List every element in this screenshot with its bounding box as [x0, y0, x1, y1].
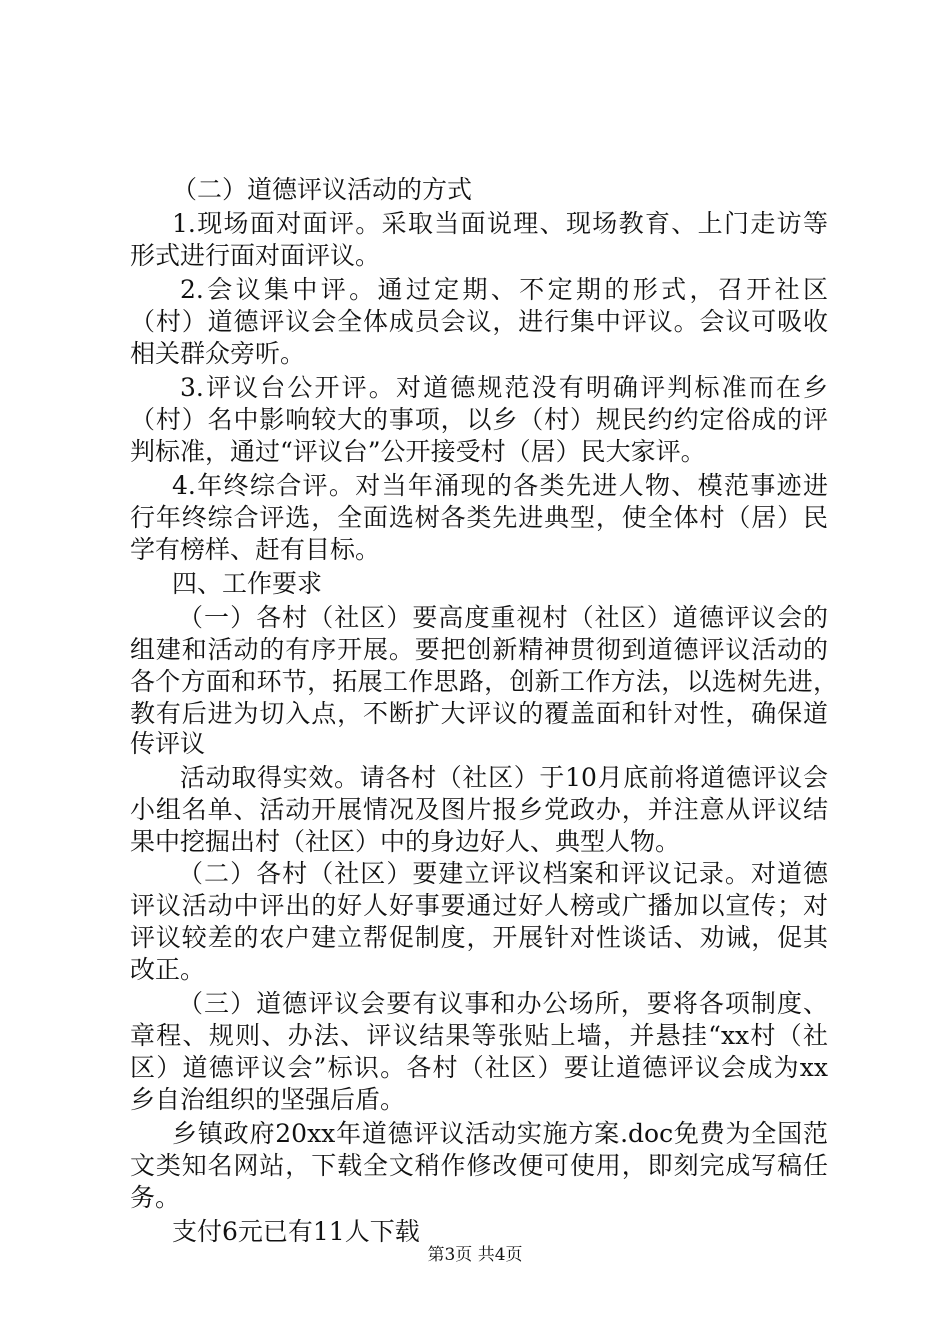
body-line: 果中挖掘出村（社区）中的身边好人、典型人物。 [130, 827, 681, 856]
body-line: （村）名中影响较大的事项，以乡（村）规民约约定俗成的评 [130, 405, 828, 434]
body-line: 乡镇政府20xx年道德评议活动实施方案.doc免费为全国范 [172, 1119, 828, 1148]
body-line: 1.现场面对面评。采取当面说理、现场教育、上门走访等 [172, 209, 828, 238]
section-heading: 四、工作要求 [172, 569, 323, 598]
body-line: 判标准，通过“评议台”公开接受村（居）民大家评。 [130, 437, 706, 466]
body-line: （二）各村（社区）要建立评议档案和评议记录。对道德 [178, 859, 828, 888]
body-line: 教有后进为切入点，不断扩大评议的覆盖面和针对性，确保道 [130, 699, 828, 728]
body-line: 行年终综合评选，全面选树各类先进典型，使全体村（居）民 [130, 503, 828, 532]
body-line: 文类知名网站，下载全文稍作修改便可使用，即刻完成写稿任 [130, 1151, 828, 1180]
body-line: 2.会议集中评。通过定期、不定期的形式，召开社区 [180, 275, 828, 304]
body-line: 组建和活动的有序开展。要把创新精神贯彻到道德评议活动的 [130, 635, 828, 664]
page-number-footer: 第3页 共4页 [427, 1245, 523, 1265]
body-line: 评议活动中评出的好人好事要通过好人榜或广播加以宣传；对 [130, 891, 828, 920]
body-line: 务。 [130, 1183, 181, 1212]
body-line: （村）道德评议会全体成员会议，进行集中评议。会议可吸收 [130, 307, 828, 336]
body-line: 小组名单、活动开展情况及图片报乡党政办，并注意从评议结 [130, 795, 828, 824]
body-line: 评议较差的农户建立帮促制度，开展针对性谈话、劝诫，促其 [130, 923, 828, 952]
body-line: 3.评议台公开评。对道德规范没有明确评判标准而在乡 [180, 373, 828, 402]
body-line: 活动取得实效。请各村（社区）于10月底前将道德评议会 [180, 763, 828, 792]
body-line: 区）道德评议会”标识。各村（社区）要让道德评议会成为xx [130, 1053, 828, 1082]
download-info: 支付6元已有11人下载 [172, 1217, 420, 1246]
body-line: 形式进行面对面评议。 [130, 241, 381, 270]
body-line: 4.年终综合评。对当年涌现的各类先进人物、模范事迹进 [172, 471, 828, 500]
body-line: 乡自治组织的坚强后盾。 [130, 1085, 406, 1114]
body-line: 章程、规则、办法、评议结果等张贴上墙，并悬挂“xx村（社 [130, 1021, 828, 1050]
body-line: （一）各村（社区）要高度重视村（社区）道德评议会的 [178, 603, 828, 632]
body-line: 各个方面和环节，拓展工作思路，创新工作方法，以选树先进， [130, 667, 838, 696]
body-line: 相关群众旁听。 [130, 339, 306, 368]
body-line: 学有榜样、赶有目标。 [130, 535, 381, 564]
body-line: （二）道德评议活动的方式 [172, 175, 473, 204]
body-line: 传评议 [130, 729, 206, 758]
body-line: 改正。 [130, 955, 206, 984]
body-line: （三）道德评议会要有议事和办公场所，要将各项制度、 [178, 989, 828, 1018]
